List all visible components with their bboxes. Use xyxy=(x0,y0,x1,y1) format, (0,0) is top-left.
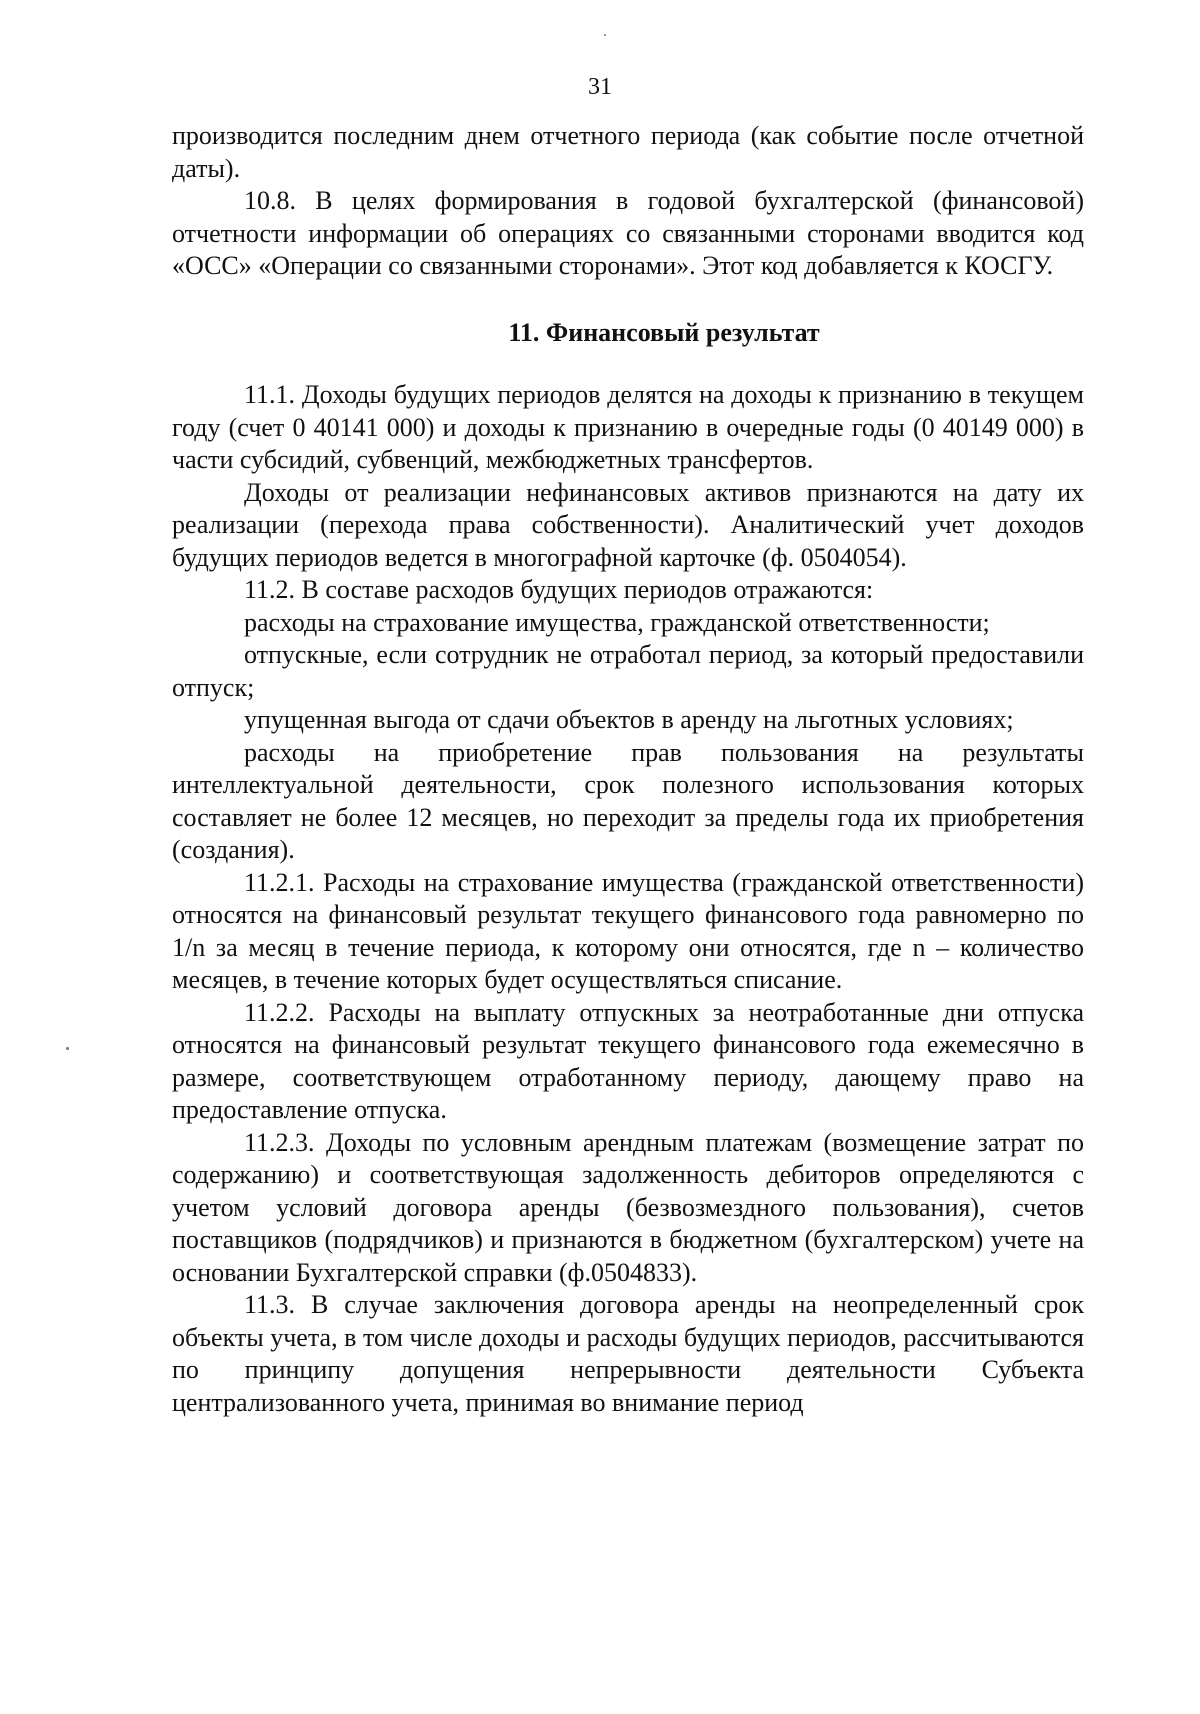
paragraph-11-1: 11.1. Доходы будущих периодов делятся на доходы к признанию в текущем году (счет 0 40141 000) и доходы к признанию в очередные годы (0 40149 000) в части субсидий, субвенций, межбюджетных трансфертов. xyxy=(172,380,1084,474)
scan-speck xyxy=(66,1047,69,1050)
paragraph-11-1-income: Доходы от реализации нефинансовых активов признаются на дату их реализации (перехода права собственности). Аналитический учет доходов будущих периодов ведется в многографной карточке (ф. 0504054). xyxy=(172,477,1084,572)
document-body xyxy=(172,120,1084,1419)
list-item-vacation-pay: отпускные, если сотрудник не отработал период, за который предоставили отпуск; xyxy=(172,640,1084,702)
list-item-ip-rights: расходы на приобретение прав пользования на результаты интеллектуальной деятельности, срок полезного использования которых составляет не более 12 месяцев, но переходит за пределы года их приобретения (создания). xyxy=(172,737,1084,864)
paragraph-11-2-1: 11.2.1. Расходы на страхование имущества (гражданской ответственности) относятся на финансовый результат текущего финансового года равномерно по 1/n за месяц в течение периода, к которому они относятся, где n – количество месяцев, в течение которых будет осуществляться списание. xyxy=(172,867,1084,994)
spacer xyxy=(172,349,1084,379)
paragraph-10-8: 10.8. В целях формирования в годовой бухгалтерской (финансовой) отчетности информации об операциях со связанными сторонами вводится код «ОСС» «Операции со связанными сторонами». Этот код добавляется к КОСГУ. xyxy=(172,186,1084,280)
paragraph-11-2-3: 11.2.3. Доходы по условным арендным платежам (возмещение затрат по содержанию) и соответствующая задолженность дебиторов определяются с учетом условий договора аренды (безвозмездного пользования), счетов поставщиков (подрядчиков) и признаются в бюджетном (бухгалтерском) учете на основании Бухгалтерской справки (ф.0504833). xyxy=(172,1127,1084,1287)
paragraph-11-3: 11.3. В случае заключения договора аренды на неопределенный срок объекты учета, в том числе доходы и расходы будущих периодов, рассчитываются по принципу допущения непрерывности деятельности Субъекта централизованного учета, принимая во внимание период xyxy=(172,1290,1084,1417)
paragraph-11-2-2: 11.2.2. Расходы на выплату отпускных за неотработанные дни отпуска относятся на финансовый результат текущего финансового года ежемесячно в размере, соответствующем отработанному периоду, дающему право на предоставление отпуска. xyxy=(172,997,1084,1124)
spacer xyxy=(172,283,1084,317)
list-item-lost-profit: упущенная выгода от сдачи объектов в аренду на льготных условиях; xyxy=(244,705,1014,734)
scan-speck xyxy=(604,34,606,36)
list-item-insurance: расходы на страхование имущества, гражданской ответственности; xyxy=(244,607,990,637)
page-number: 31 xyxy=(588,74,612,100)
paragraph-continuation: производится последним днем отчетного периода (как событие после отчетной даты). xyxy=(172,121,1084,183)
section-heading-11: 11. Финансовый результат xyxy=(508,317,820,347)
paragraph-11-2: 11.2. В составе расходов будущих периодов отражаются: xyxy=(244,575,874,604)
